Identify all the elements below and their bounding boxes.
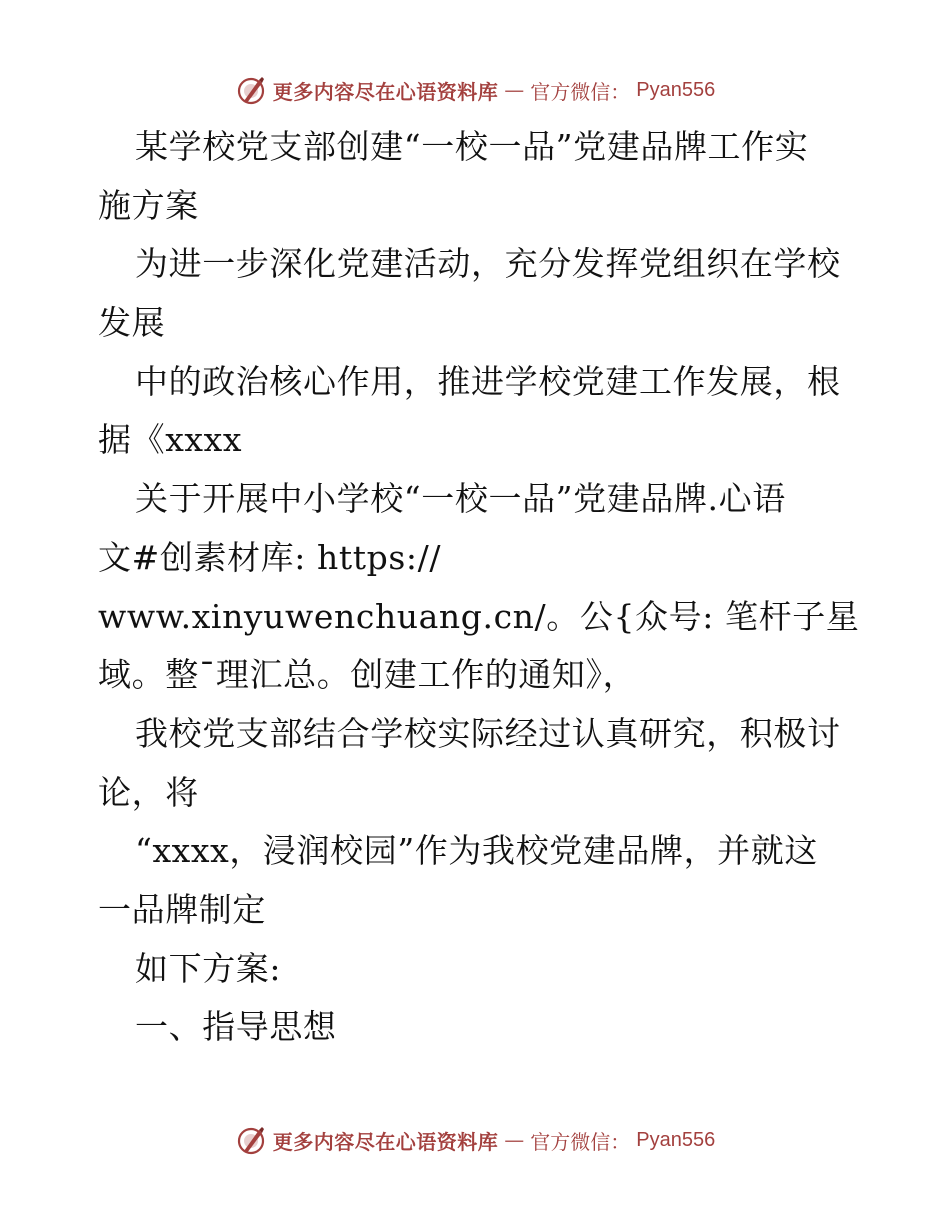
text-line: 我校党支部结合学校实际经过认真研究，积极讨 [135,713,841,753]
text-line: 发展 [98,303,166,343]
header-wechat-id: Pyan556 [636,78,716,101]
text-line: 中的政治核心作用，推进学校党建工作发展，根 [135,361,841,401]
text-line: “xxxx，浸润校园”作为我校党建品牌，并就这 [135,831,818,871]
text-line: 如下方案: [135,948,282,988]
footer-wechat-id: Pyan556 [636,1128,716,1151]
footer-banner-separator: — [504,1128,525,1152]
pen-logo-icon [235,1124,267,1156]
text-line: 一品牌制定 [98,889,266,929]
text-line: 施方案 [98,185,199,225]
footer-banner-content [235,1124,715,1156]
text-line: 据《xxxx [98,420,243,460]
document-body [98,118,858,1057]
text-line: www.xinyuwenchuang.cn/。公{众号: 笔杆子星 [98,596,860,636]
footer-banner-text: 更多内容尽在心语资料库 [272,1129,499,1154]
header-wechat-label: 官方微信： [530,79,631,104]
header-banner-content [235,74,715,106]
text-line: 某学校党支部创建“一校一品”党建品牌工作实 [135,127,809,166]
text-line: 论，将 [98,772,199,812]
header-banner-separator: — [504,78,525,102]
pen-logo-icon [235,74,267,106]
text-line: 域。整¯理汇总。创建工作的通知》， [98,655,637,695]
text-line: 为进一步深化党建活动，充分发挥党组织在学校 [135,244,841,284]
text-line: 文#创素材库: https:// [98,537,442,577]
section-heading: 一、指导思想 [135,1007,337,1047]
text-line: 关于开展中小学校“一校一品”党建品牌.心语 [135,479,786,519]
header-banner-text: 更多内容尽在心语资料库 [272,79,499,104]
header-banner [0,70,950,110]
footer-banner [0,1120,950,1160]
footer-wechat-label: 官方微信： [530,1129,631,1154]
